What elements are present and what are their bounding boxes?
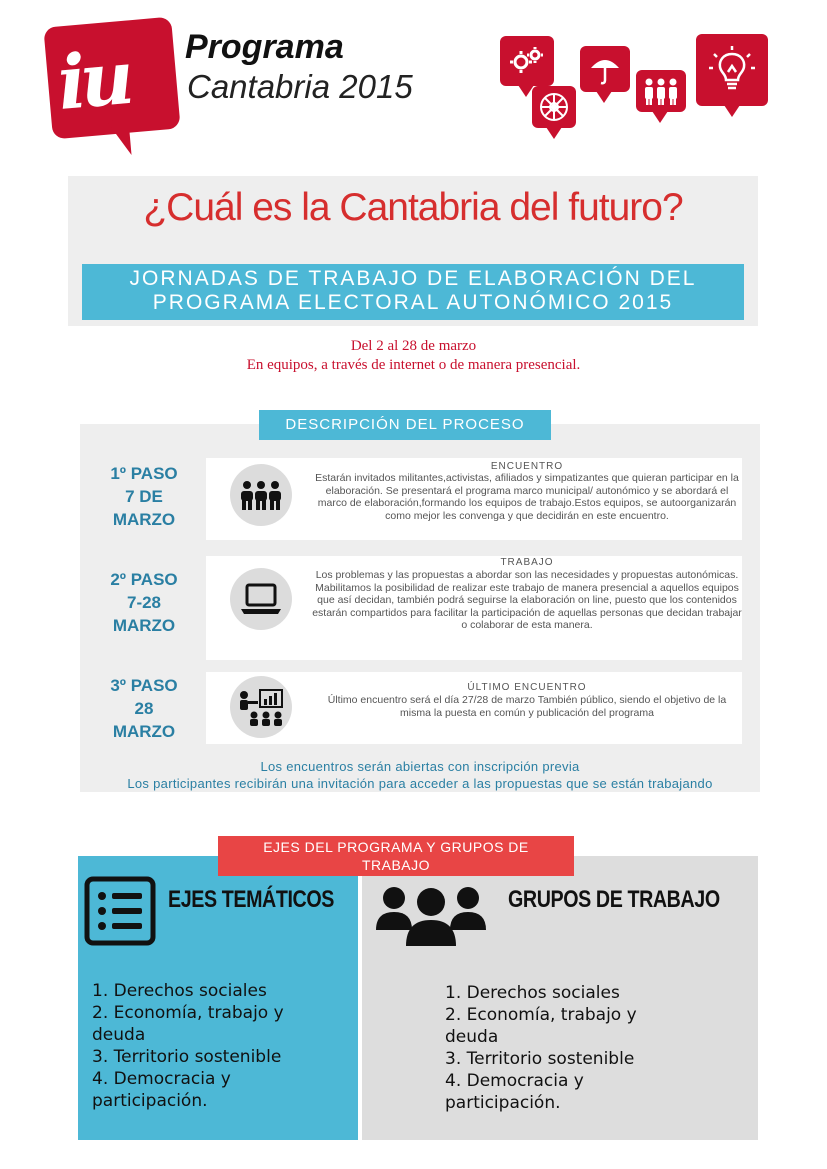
list-item: 3. Territorio sostenible — [445, 1049, 635, 1069]
ejes-banner: EJES DEL PROGRAMA Y GRUPOS DE TRABAJO — [263, 839, 529, 873]
step-2-body: Los problemas y las propuestas a abordar son las necesidades y propuestas autonómicas. Mabilitamos la posibilidad de realizar este trabajo de manera presencial a aquellos equipos que así decidan, también podrá seguirse la elaboración on line, puesto que los contenidos estarán compartidos para facilitar la participación de aquellas personas que decidan trabajar o colaborar de esta manera. — [312, 569, 742, 631]
jornadas-line-2: PROGRAMA ELECTORAL AUTONÓMICO 2015 — [152, 291, 674, 314]
wheel-icon — [532, 86, 576, 128]
step-3-label: 3º PASO 28 MARZO — [110, 676, 178, 741]
main-question: ¿Cuál es la Cantabria del futuro? — [143, 186, 683, 229]
step-1-label: 1º PASO 7 DE MARZO — [110, 464, 178, 529]
logo-tail — [106, 119, 131, 157]
logo-text: iu — [54, 35, 132, 127]
process-note-1: Los encuentros serán abiertas con inscripción previa — [260, 759, 580, 774]
step-3-title: ÚLTIMO ENCUENTRO — [467, 682, 587, 693]
jornadas-title — [82, 264, 744, 315]
program-subtitle: Cantabria 2015 — [187, 68, 413, 105]
list-item: 2. Economía, trabajo y deuda — [445, 1005, 637, 1047]
step-1-body: Estarán invitados militantes,activistas, afiliados y simpatizantes que quieran participar en la elaboración. Se presentará el programa marco municipal/ autonómico y se abordará el marco de elaboración,formando los equipos de trabajo.Estos equipos, se autoorganizarán como mejor les convenga y que decidirán en este encuentro. — [315, 472, 739, 522]
list-item: 3. Territorio sostenible — [92, 1047, 282, 1067]
process-note-2: Los participantes recibirán una invitación para acceder a las propuestas que se están trabajando — [127, 776, 713, 791]
grupos-list — [445, 982, 745, 1114]
process-heading: DESCRIPCIÓN DEL PROCESO — [259, 410, 551, 440]
list-item: 1. Derechos sociales — [92, 981, 267, 1001]
list-item: 4. Democracia y participación. — [445, 1071, 584, 1113]
lightbulb-icon — [696, 34, 768, 106]
step-3-body: Último encuentro será el día 27/28 de marzo También público, siendo el objetivo de la misma la puesta en común y publicación del programa — [327, 694, 727, 719]
step-2-title: TRABAJO — [500, 557, 554, 568]
step-1-title: ENCUENTRO — [490, 461, 564, 472]
people-icon — [636, 70, 686, 112]
group-people-icon — [372, 880, 490, 953]
step-2-label: 2º PASO 7-28 MARZO — [110, 570, 178, 635]
ejes-list — [92, 980, 352, 1112]
list-icon — [84, 876, 156, 951]
list-item: 4. Democracia y participación. — [92, 1069, 231, 1111]
ejes-title: EJES TEMÁTICOS — [168, 886, 334, 913]
laptop-icon — [230, 568, 292, 630]
list-item: 2. Economía, trabajo y deuda — [92, 1003, 284, 1045]
presentation-icon — [230, 676, 292, 738]
gears-icon — [500, 36, 554, 86]
list-item: 1. Derechos sociales — [445, 983, 620, 1003]
grupos-title: GRUPOS DE TRABAJO — [508, 886, 720, 913]
date-range: Del 2 al 28 de marzo — [350, 338, 477, 354]
program-title: Programa — [185, 28, 344, 66]
jornadas-line-1: JORNADAS DE TRABAJO DE ELABORACIÓN DEL — [129, 267, 697, 290]
group-icon — [230, 464, 292, 526]
participation-mode: En equipos, a través de internet o de manera presencial. — [246, 357, 581, 373]
umbrella-icon — [580, 46, 630, 92]
